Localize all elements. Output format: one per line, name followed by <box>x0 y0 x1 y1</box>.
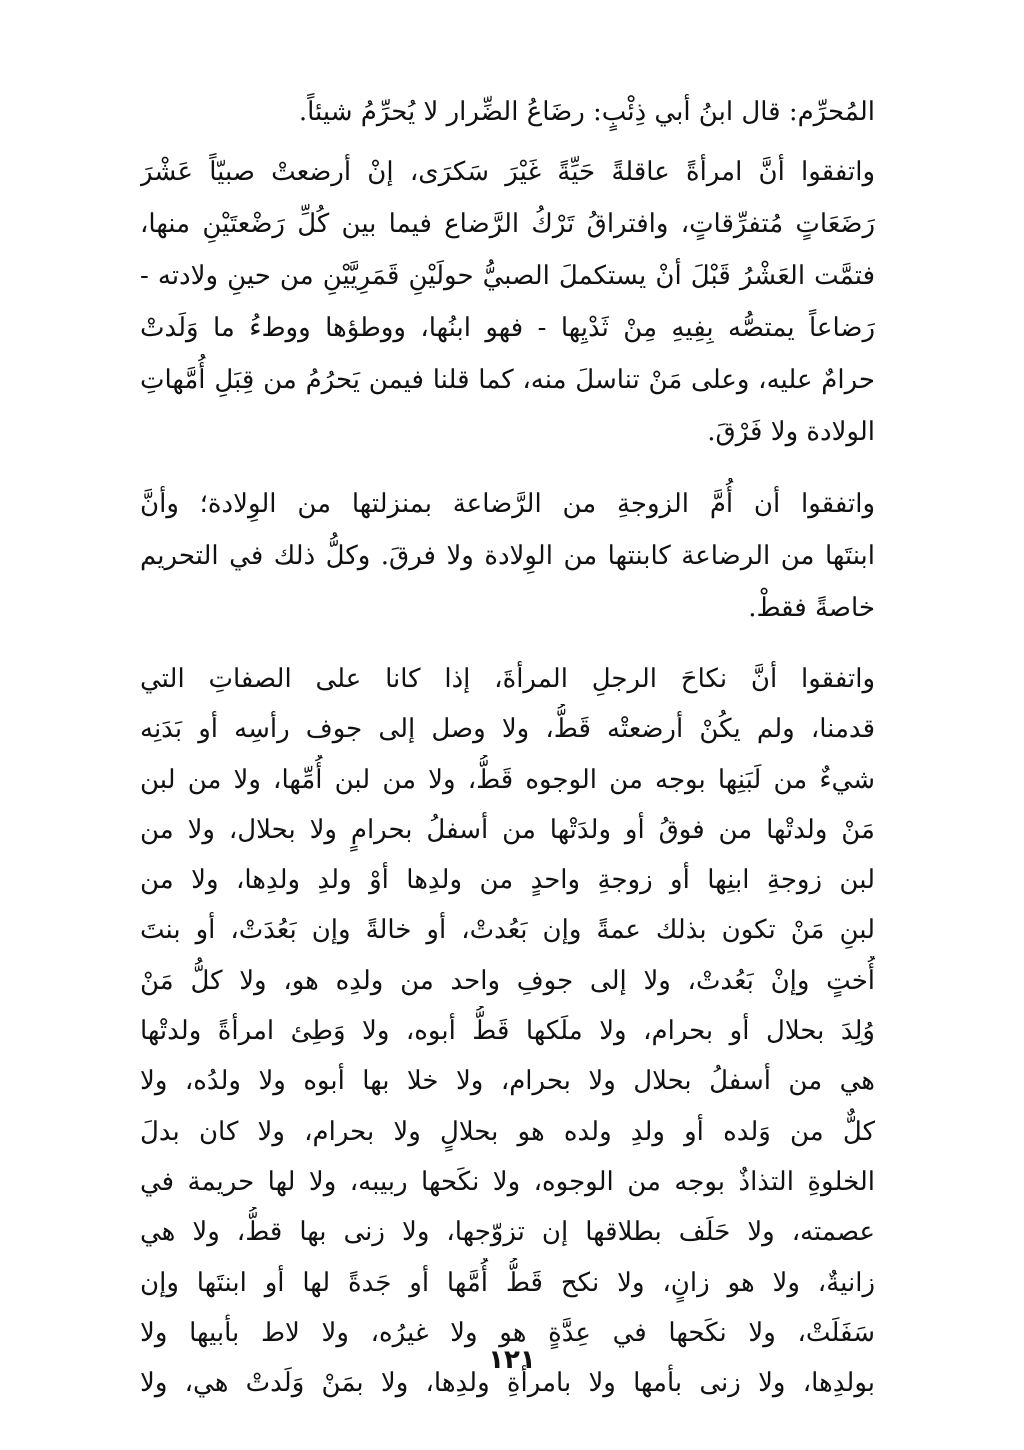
text-line: الولادة ولا فَرْقَ. <box>707 417 875 447</box>
text-line: لبن زوجةِ ابنِها أو زوجةِ واحدٍ من ولدِها أوْ ولدِ ولدِها، ولا من <box>140 865 875 896</box>
text-line: رَضاعاً يمتصُّه بِفِيهِ مِنْ ثَدْيِها - فهو ابنُها، ووطؤها ووطءُ ما وَلَدتْ <box>140 313 875 343</box>
text-line: زانيةٌ، ولا هو زانٍ، ولا نكح قَطُّ أُمَّها أو جَدةً لها أو ابنتَها وإن <box>140 1267 875 1298</box>
text-line: بولدِها، ولا زنى بأمها ولا بامرأةِ ولدِها، ولا بمَنْ وَلَدتْ هي، ولا <box>140 1368 875 1399</box>
text-line: سَفَلَتْ، ولا نكَحها في عِدَّةٍ هو ولا غيرُه، ولا لاط بأبيها ولا <box>140 1317 875 1348</box>
page-number: ١٢١ <box>488 1345 536 1375</box>
text-line: خاصةً فقطْ. <box>748 593 875 623</box>
text-line: عصمته، ولا حَلَف بطلاقها إن تزوّجها، ولا زنى بها قطُّ، ولا هي <box>140 1217 875 1248</box>
text-line: كلٌّ من وَلده أو ولدِ ولده هو بحلالٍ ولا بحرام، ولا كان بدلَ <box>140 1116 875 1147</box>
text-line: ابنتَها من الرضاعة كابنتها من الوِلادة ولا فرقَ. وكلُّ ذلك في التحريم <box>140 541 875 571</box>
paragraph <box>140 478 875 634</box>
text-line: مَنْ ولدتْها من فوقُ أو ولدَتْها من أسفلُ بحرامٍ ولا بحلال، ولا من <box>140 814 875 845</box>
text-line: لبنِ مَنْ تكون بذلك عمةً وإن بَعُدتْ، أو خالةً وإن بَعُدَتْ، أو بنتَ <box>140 915 875 946</box>
text-line: وُلِدَ بحلال أو بحرام، ولا ملَكها قَطُّ أبوه، ولا وَطِئ امرأةً ولدتْها <box>140 1016 875 1047</box>
text-line: واتفقوا أنَّ نكاحَ الرجلِ المرأةَ، إذا كانا على الصفاتِ التي <box>140 664 875 694</box>
text-line: رَضَعَاتٍ مُتفرِّقاتٍ، وافتراقُ تَرْكُ الرَّضاع فيما بين كُلِّ رَضْعتَيْنِ منها، <box>140 209 875 239</box>
paragraph <box>140 654 875 1408</box>
text-line: هي من أسفلُ بحلال ولا بحرام، ولا خلا بها أبوه ولا ولدُه، ولا <box>140 1066 875 1097</box>
text-line: واتفقوا أنَّ امرأةً عاقلةً حَيِّةً غَيْرَ سَكرَى، إنْ أرضعتْ صبيّاً عَشْرَ <box>140 157 875 187</box>
text-line: شيءٌ من لَبَنِها بوجه من الوجوه قَطُّ، ولا من لبن أُمِّها، ولا من لبن <box>140 764 875 795</box>
text-line: المُحرِّم: قال ابنُ أبي ذِئْبٍ: رضَاعُ الضِّرار لا يُحرِّمُ شيئاً. <box>298 97 875 127</box>
text-line: أُختٍ وإنْ بَعُدتْ، ولا إلى جوفِ واحد من ولدِه هو، ولا كلُّ مَنْ <box>140 965 875 996</box>
text-line: قدمنا، ولم يكُنْ أرضعتْه قَطُّ، ولا وصل إلى جوف رأسِه أو بَدَنِه <box>140 714 875 745</box>
text-line: فتمَّت العَشْرُ قَبْلَ أنْ يستكملَ الصبيُّ حولَيْنِ قَمَرِيَّيْنِ من حينِ ولادته - <box>140 261 875 291</box>
page-body <box>140 86 875 1408</box>
paragraph <box>140 86 875 138</box>
paragraph <box>140 146 875 458</box>
text-line: واتفقوا أن أُمَّ الزوجةِ من الرَّضاعة بمنزلتها من الوِلادة؛ وأنَّ <box>140 489 875 519</box>
text-line: حرامٌ عليه، وعلى مَنْ تناسلَ منه، كما قلنا فيمن يَحرُمُ من قِبَلِ أُمَّهاتِ <box>140 365 875 395</box>
text-line: الخلوةِ التذاذٌ بوجه من الوجوه، ولا نكَحها ربيبه، ولا لها حريمة في <box>140 1166 875 1197</box>
